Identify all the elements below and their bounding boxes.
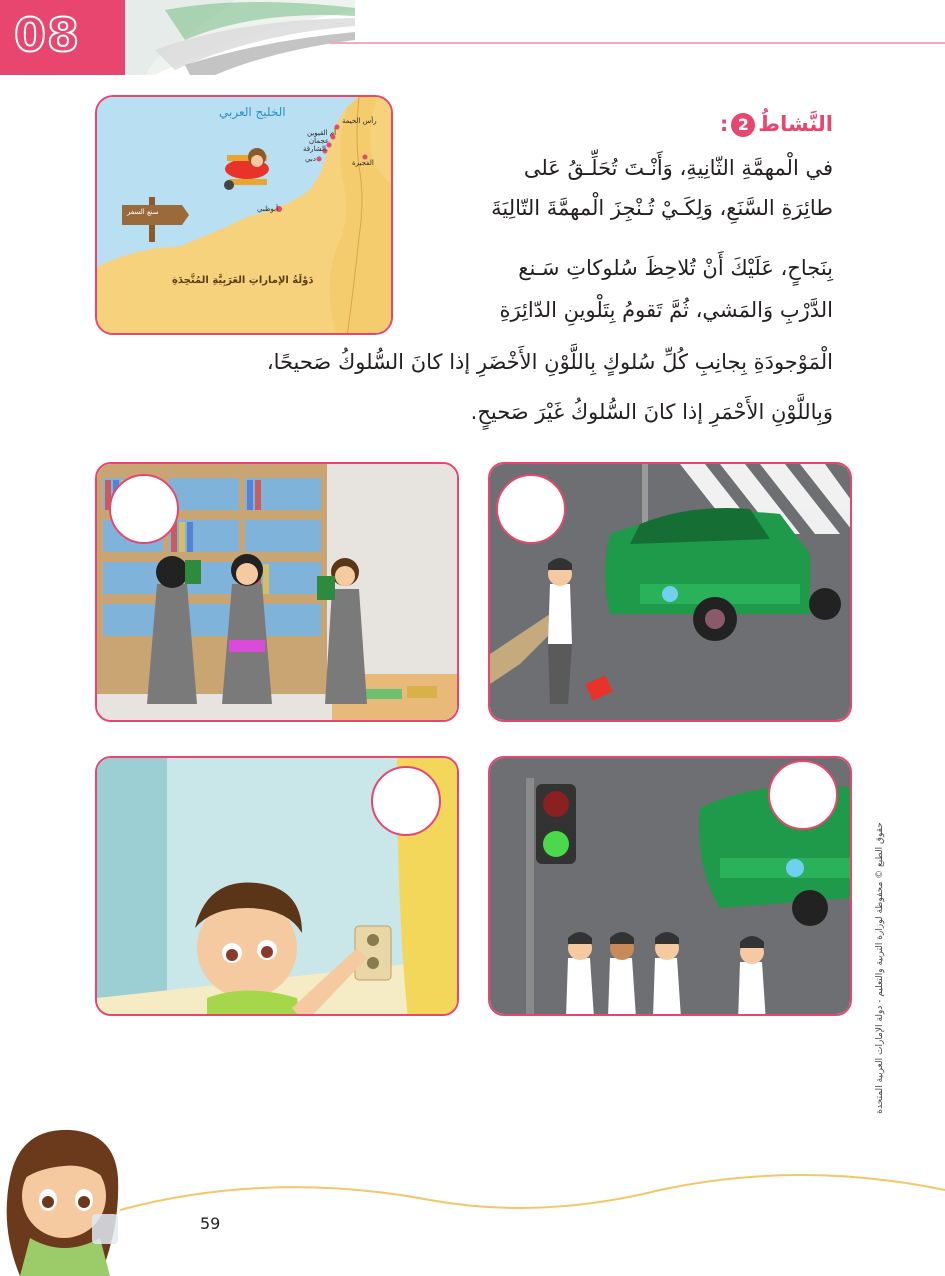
activity-number-badge: 2: [731, 113, 755, 137]
answer-circle-road-car[interactable]: [496, 474, 566, 544]
footer-curve: [120, 1160, 945, 1240]
girl-mascot-illustration: [0, 1118, 170, 1276]
map-city-rak: رأس الخيمة: [342, 117, 377, 125]
uae-map-graphic: [97, 97, 393, 335]
activity-line-5: الْمَوْجودَةِ بِجانِبِ كُلِّ سُلوكٍ بِاللَّوْنِ الأَخْضَرِ إذا كانَ السُّلوكُ صَحيحًا،: [266, 350, 833, 374]
panel-library: [95, 462, 459, 722]
map-city-dubai: دبي: [305, 155, 316, 163]
page-number: 59: [200, 1214, 221, 1233]
panel-socket: [95, 756, 459, 1016]
chapter-tab: [0, 0, 125, 75]
activity-title: [720, 112, 833, 137]
answer-circle-socket[interactable]: [371, 766, 441, 836]
activity-title-text: النَّشاطُ: [758, 112, 833, 136]
panel-traffic-light: [488, 756, 852, 1016]
activity-title-colon: :: [719, 112, 729, 136]
copyright-note: [872, 778, 888, 1158]
chapter-number: 08: [14, 8, 81, 62]
activity-line-2: طائِرَةِ السَّنَعِ، وَلِكَـيْ تُـنْجِزَ الْمهمَّةَ التّالِيَةَ: [491, 196, 833, 220]
activity-line-3: بِنَجاحٍ، عَلَيْكَ أَنْ تُلاحِظَ سُلوكاتِ سَـنع: [518, 256, 833, 280]
map-country-label: دَوْلَةُ الإماراتِ العَرَبِيَّةِ المُتَّحِدَةِ: [172, 275, 314, 286]
header-rule: [330, 42, 945, 44]
answer-circle-library[interactable]: [109, 474, 179, 544]
answer-circle-traffic-light[interactable]: [768, 760, 838, 830]
map-city-uaq: أم القيوين: [307, 129, 337, 137]
uae-flag-ribbon: [125, 0, 355, 75]
map-gulf-label: الخليج العربي: [219, 105, 286, 119]
panel-road-car: [488, 462, 852, 722]
map-city-sharjah: الشارقة: [303, 145, 326, 153]
activity-line-4: الدَّرْبِ وَالمَشي، ثُمَّ تَقومُ بِتَلْوينِ الدّائِرَةِ: [499, 298, 833, 322]
map-sign-label: سنع السفر: [127, 208, 159, 216]
uae-map: [95, 95, 393, 335]
copyright-text: حقوق الطبع © محفوظة لوزارة التربية والتعليم - دولة الإمارات العربية المتحدة: [875, 822, 885, 1114]
map-city-abudhabi: أبوظبي: [257, 205, 279, 213]
map-city-ajman: عجمان: [309, 137, 330, 145]
activity-line-1: في الْمهمَّةِ الثّانِيةِ، وَأَنْـتَ تُحَلِّـقُ عَلى: [523, 156, 833, 180]
map-city-fujairah: الفجيرة: [352, 159, 374, 167]
activity-line-6: وَبِاللَّوْنِ الأَحْمَرِ إذا كانَ السُّلوكُ غَيْرَ صَحيحٍ.: [470, 400, 833, 424]
